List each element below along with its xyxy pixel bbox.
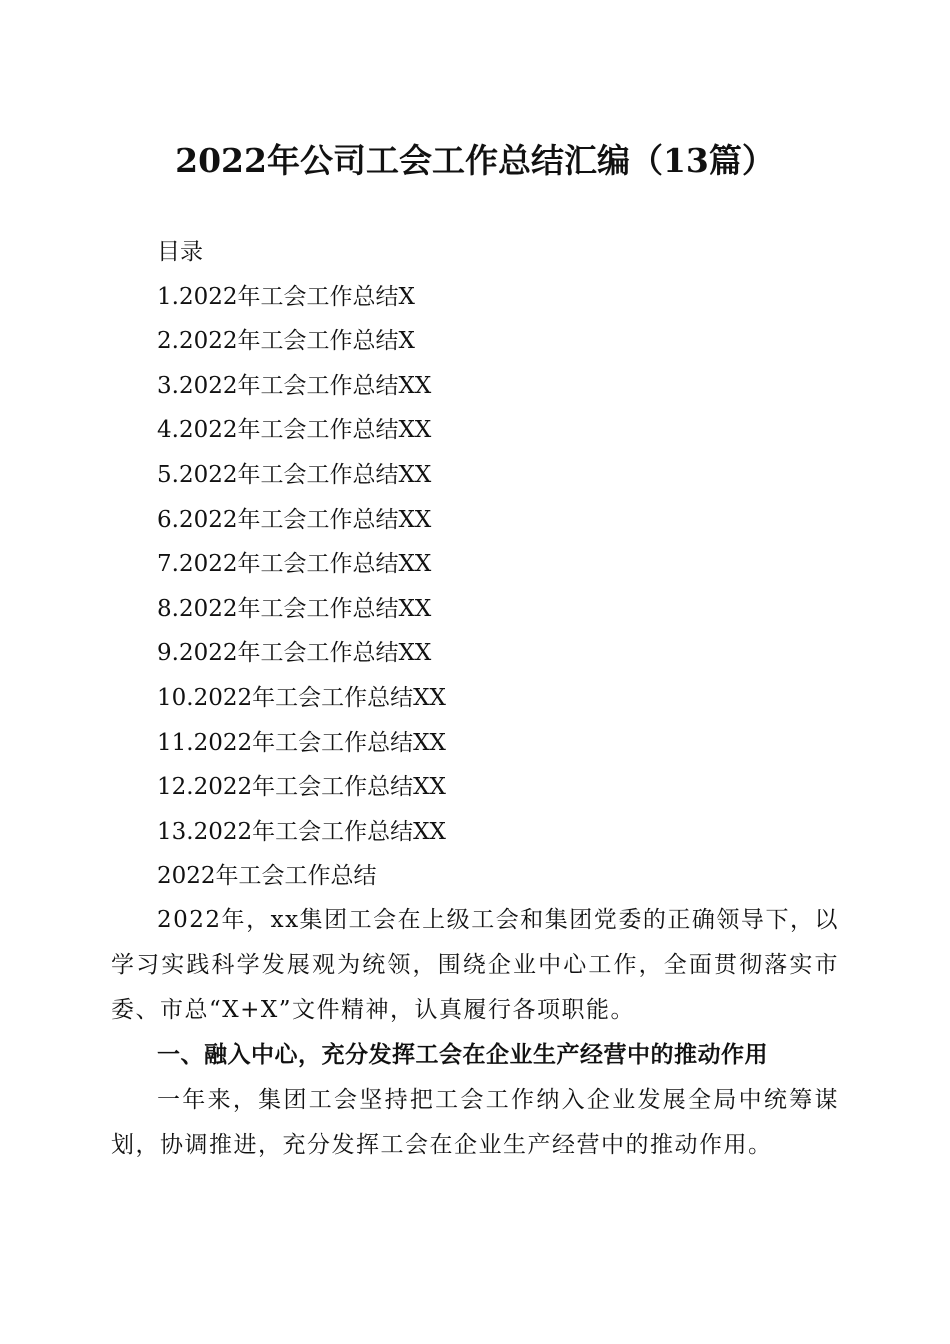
toc-item: 4.2022年工会工作总结XX xyxy=(157,417,432,444)
toc-item: 5.2022年工会工作总结XX xyxy=(157,461,432,488)
toc-item: 1.2022年工会工作总结X xyxy=(157,283,415,310)
toc-item: 3.2022年工会工作总结XX xyxy=(157,372,432,399)
toc-item: 9.2022年工会工作总结XX xyxy=(157,640,432,667)
toc-heading: 目录 xyxy=(157,239,203,265)
toc-item: 8.2022年工会工作总结XX xyxy=(157,595,432,622)
section-title: 2022年工会工作总结 xyxy=(157,863,377,890)
toc-item: 2.2022年工会工作总结X xyxy=(157,328,415,355)
section-heading: 一、融入中心，充分发挥工会在企业生产经营中的推动作用 xyxy=(157,1042,768,1068)
toc-item: 13.2022年工会工作总结XX xyxy=(157,818,446,845)
toc-item: 7.2022年工会工作总结XX xyxy=(157,551,432,578)
intro-paragraph: 2022年，xx集团工会在上级工会和集团党委的正确领导下，以学习实践科学发展观为统领，围绕企业中心工作，全面贯彻落实市委、市总“X+X”文件精神，认真履行各项职能。 xyxy=(111,907,839,1023)
toc-item: 12.2022年工会工作总结XX xyxy=(157,774,446,801)
toc-item: 10.2022年工会工作总结XX xyxy=(157,684,446,711)
body-paragraph: 一年来，集团工会坚持把工会工作纳入企业发展全局中统筹谋划，协调推进，充分发挥工会在企业生产经营中的推动作用。 xyxy=(111,1087,839,1158)
table-of-contents xyxy=(157,230,837,899)
document-title: 2022年公司工会工作总结汇编（13篇） xyxy=(175,141,775,180)
toc-item: 6.2022年工会工作总结XX xyxy=(157,506,432,533)
toc-item: 11.2022年工会工作总结XX xyxy=(157,729,446,756)
document-body xyxy=(111,898,839,1168)
